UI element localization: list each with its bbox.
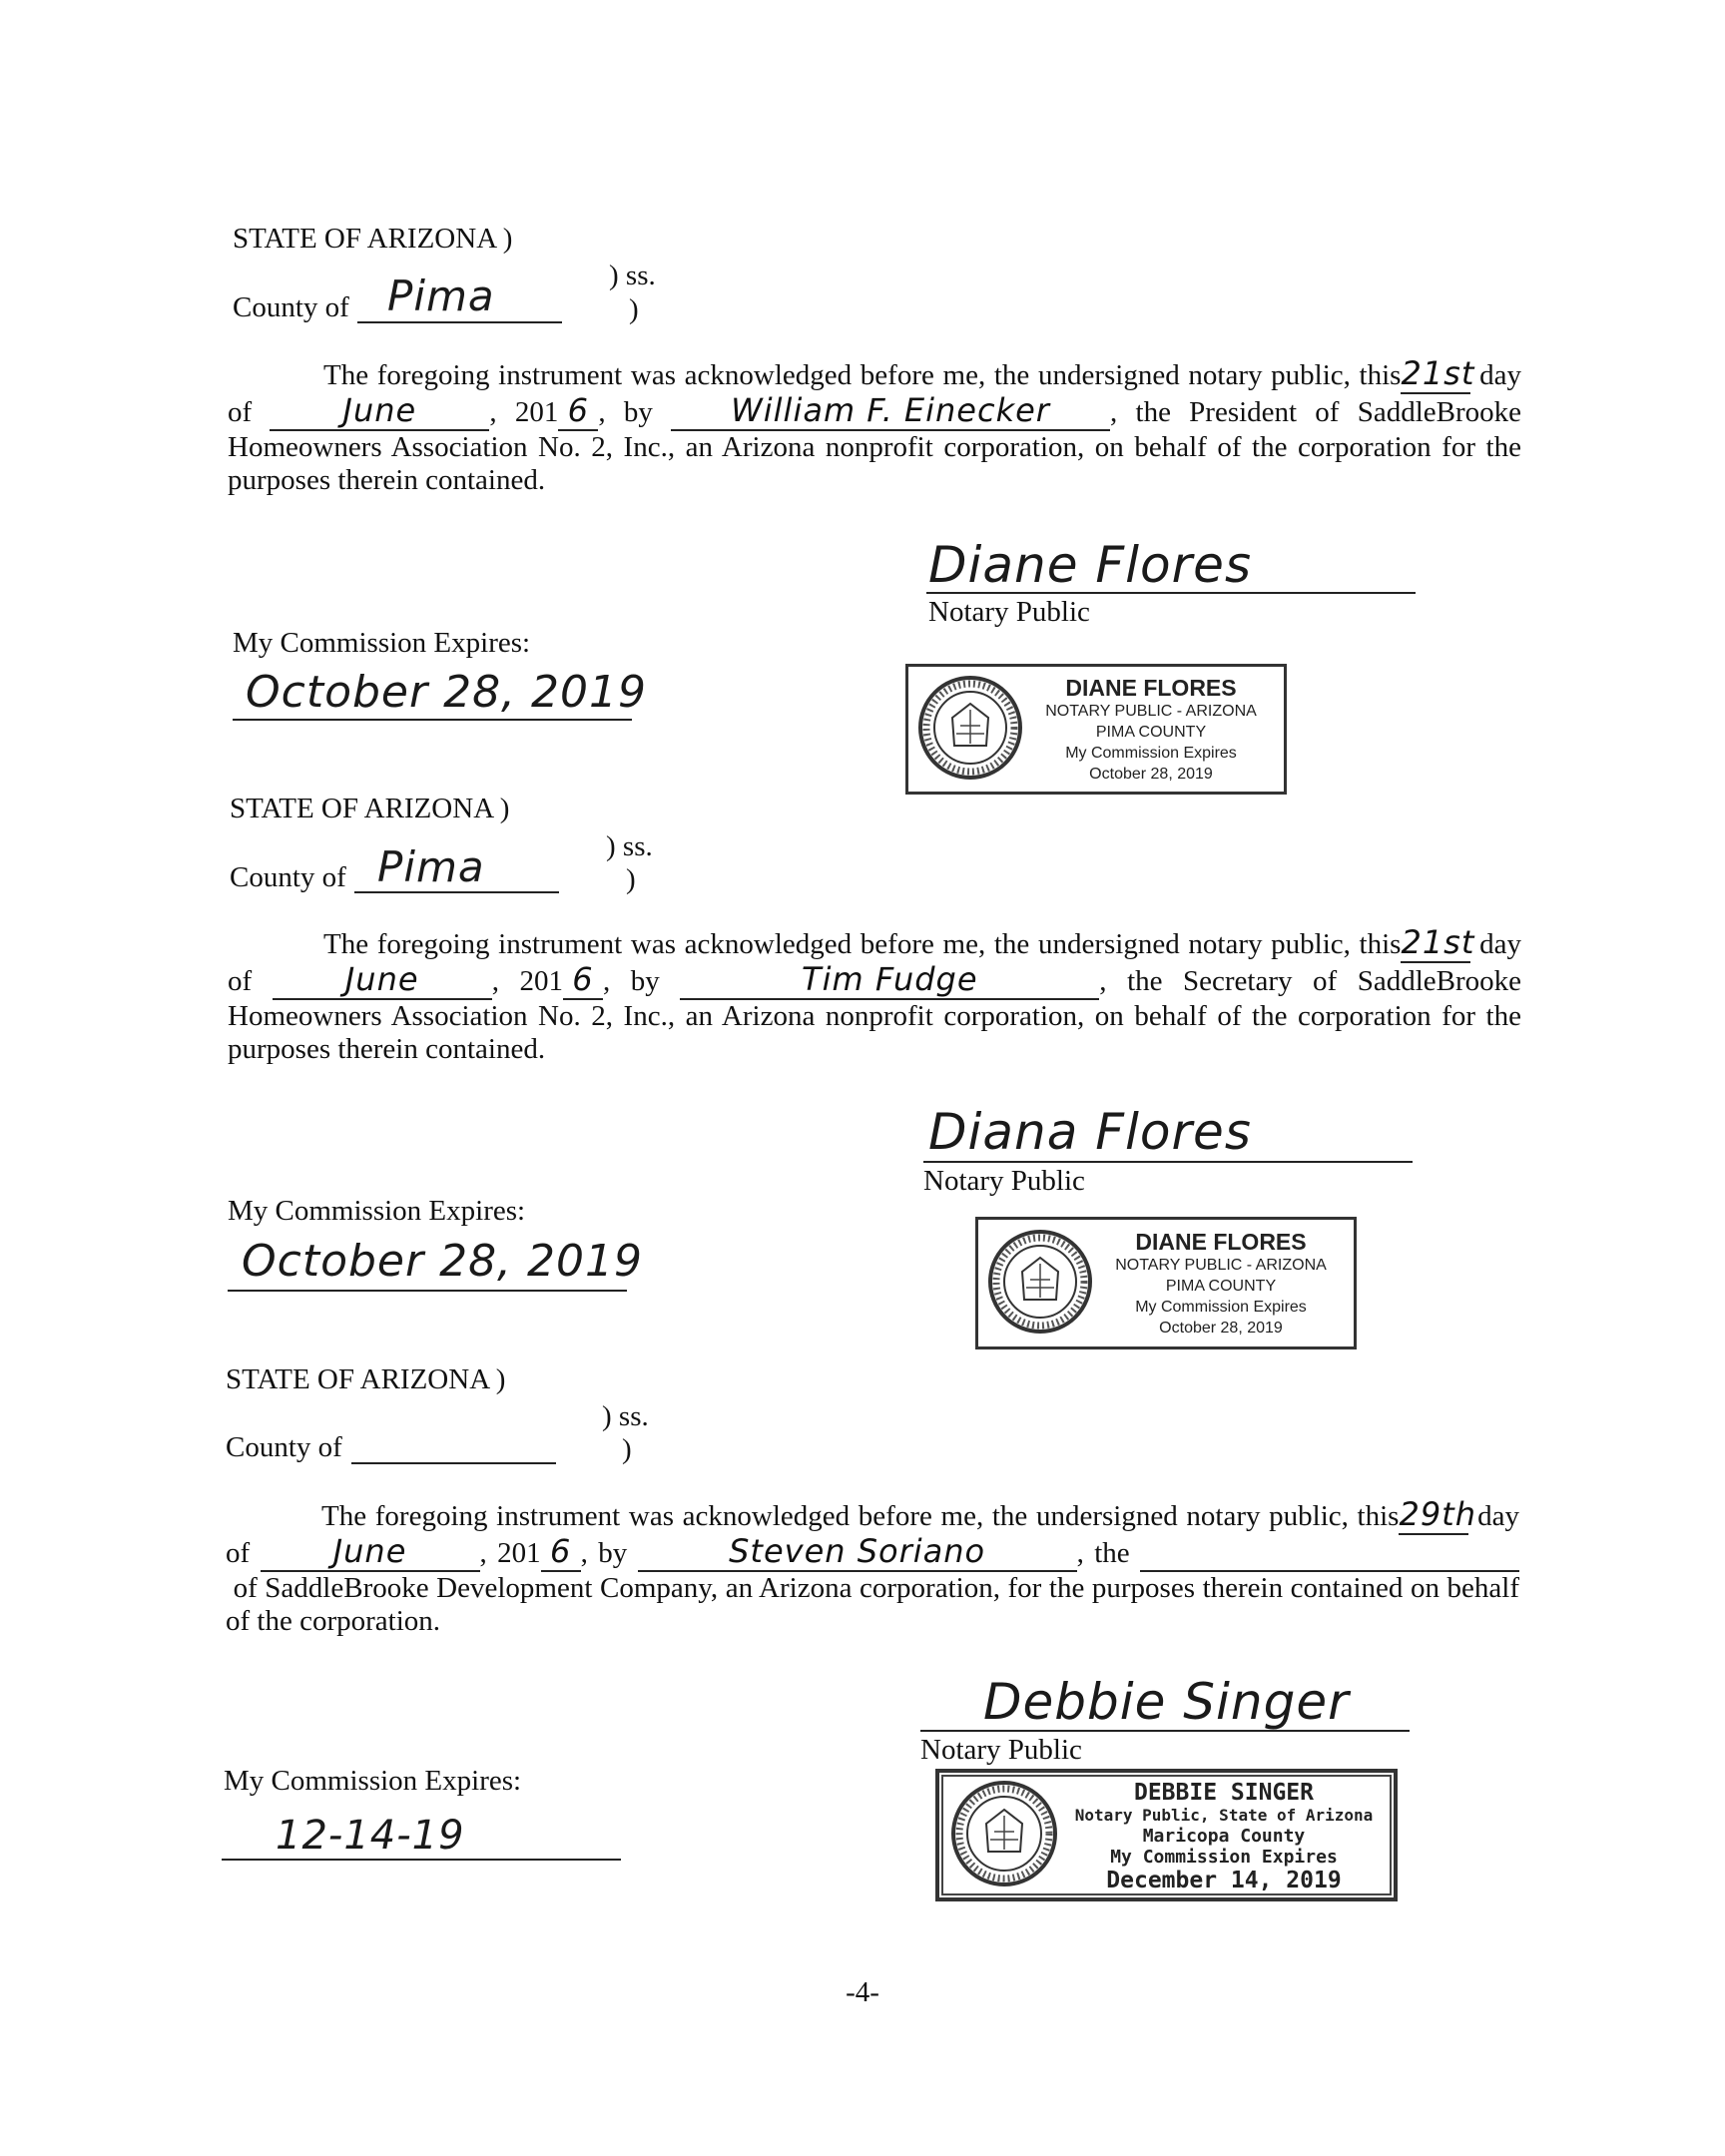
county-label: County of [230,861,346,893]
seal-expires-label: My Commission Expires [1110,1847,1338,1868]
commission-expires-label: My Commission Expires: [224,1765,522,1797]
notary-seal-stamp [975,1217,1357,1349]
seal-title: NOTARY PUBLIC - ARIZONA [1115,1257,1327,1274]
commission-expires-handwritten: 12-14-19 [276,1813,465,1859]
ack-year-prefix: , 201 [491,965,563,997]
commission-expires-label: My Commission Expires: [233,627,531,659]
commission-expires-handwritten: October 28, 2019 [242,1236,644,1287]
seal-title: Notary Public, State of Arizona [1074,1806,1374,1825]
ack-dayof-text: day of [228,928,1521,997]
ack-by-text: , by [598,396,653,428]
signature-line [920,1730,1410,1732]
notary-signature-2: Diana Flores [928,1103,1252,1161]
notary-signature-3: Debbie Singer [983,1673,1350,1731]
commission-expires-handwritten: October 28, 2019 [246,667,648,718]
county-paren: ) [622,1433,632,1465]
acknowledgment-paragraph [228,923,1522,1066]
ack-name-handwritten: Tim Fudge [802,960,978,998]
seal-expires-date: October 28, 2019 [1159,1320,1283,1337]
ack-org-text: of SaddleBrooke Development Company, an Arizona corporation, for the purposes therein contained on behalf of the corporation. [226,1572,1519,1637]
notary-public-label: Notary Public [928,596,1090,628]
ack-year-handwritten: 6 [572,960,594,998]
commission-expires-label: My Commission Expires: [228,1195,526,1227]
seal-title: NOTARY PUBLIC - ARIZONA [1045,703,1257,720]
state-heading: STATE OF ARIZONA ) [233,223,513,255]
state-heading: STATE OF ARIZONA ) [226,1363,506,1395]
ack-org-text: SaddleBrooke Homeowners Association No. 2, Inc., an Arizona nonprofit corporation, on behalf of the corporation for the purposes therein contained. [228,965,1522,1065]
ack-month-handwritten: June [332,1532,407,1570]
ack-title-blank [1140,1537,1519,1572]
seal-expires-date: October 28, 2019 [1089,766,1213,783]
county-paren: ) [626,863,636,895]
acknowledgment-paragraph [228,354,1521,497]
ack-by-text: , by [602,965,660,997]
state-seal-icon [949,1779,1059,1888]
state-heading: STATE OF ARIZONA ) [230,793,510,824]
acknowledgment-paragraph [226,1495,1519,1638]
ack-by-text: , by [580,1537,628,1569]
notary-signature-1: Diane Flores [928,536,1252,594]
seal-name: DIANE FLORES [1135,1229,1307,1255]
county-label: County of [226,1431,342,1463]
seal-county: Maricopa County [1142,1826,1306,1847]
seal-expires-label: My Commission Expires [1065,745,1237,762]
state-seal-icon [916,674,1024,782]
ack-dayof-text: day of [228,359,1521,428]
county-handwritten: Pima [387,271,495,320]
signature-line [926,592,1416,594]
county-paren: ) [629,293,639,325]
ss-marker: ) ss. [602,1400,649,1432]
county-label: County of [233,291,349,323]
seal-expires-date: December 14, 2019 [1106,1868,1342,1893]
ack-role-text: , the President of [1110,396,1340,428]
ack-name-handwritten: Steven Soriano [729,1532,986,1570]
ack-month-handwritten: June [342,391,417,429]
page-number: -4- [846,1976,879,2008]
notary-seal-stamp [905,664,1287,795]
seal-expires-label: My Commission Expires [1135,1299,1307,1316]
seal-county: PIMA COUNTY [1095,724,1207,741]
seal-name: DEBBIE SINGER [1133,1780,1314,1806]
ss-marker: ) ss. [606,830,653,862]
ack-name-handwritten: William F. Einecker [731,391,1050,429]
ack-day-handwritten: 21st [1401,354,1475,392]
ack-day-handwritten: 29th [1399,1495,1476,1533]
notary-public-label: Notary Public [920,1734,1082,1766]
county-line [354,891,559,893]
ack-lead-text: The foregoing instrument was acknowledged before me, the undersigned notary public, this [323,359,1402,391]
ack-year-handwritten: 6 [567,391,590,429]
seal-county: PIMA COUNTY [1165,1278,1277,1295]
county-line [357,321,562,323]
ack-year-prefix: , 201 [479,1537,541,1569]
notary-public-label: Notary Public [923,1165,1085,1197]
ack-day-handwritten: 21st [1401,923,1475,961]
state-seal-icon [986,1228,1094,1336]
ss-marker: ) ss. [609,260,656,291]
ack-lead-text: The foregoing instrument was acknowledged before me, the undersigned notary public, this [323,928,1402,960]
county-handwritten: Pima [377,842,485,891]
signature-line [923,1161,1413,1163]
ack-month-handwritten: June [344,960,419,998]
ack-role-text: , the [1076,1537,1130,1569]
ack-year-handwritten: 6 [549,1532,572,1570]
commission-line [233,719,632,721]
ack-year-prefix: , 201 [489,396,559,428]
ack-lead-text: The foregoing instrument was acknowledged before me, the undersigned notary public, this [321,1500,1400,1532]
county-line [351,1462,556,1464]
seal-name: DIANE FLORES [1065,675,1237,701]
ack-org-text: SaddleBrooke Homeowners Association No. 2, Inc., an Arizona nonprofit corporation, on behalf of the corporation for the purposes therein contained. [228,396,1521,496]
notary-seal-stamp [935,1769,1398,1901]
commission-line [222,1859,621,1861]
ack-role-text: , the Secretary of [1099,965,1338,997]
commission-line [228,1290,627,1292]
ack-dayof-text: day of [226,1500,1519,1569]
